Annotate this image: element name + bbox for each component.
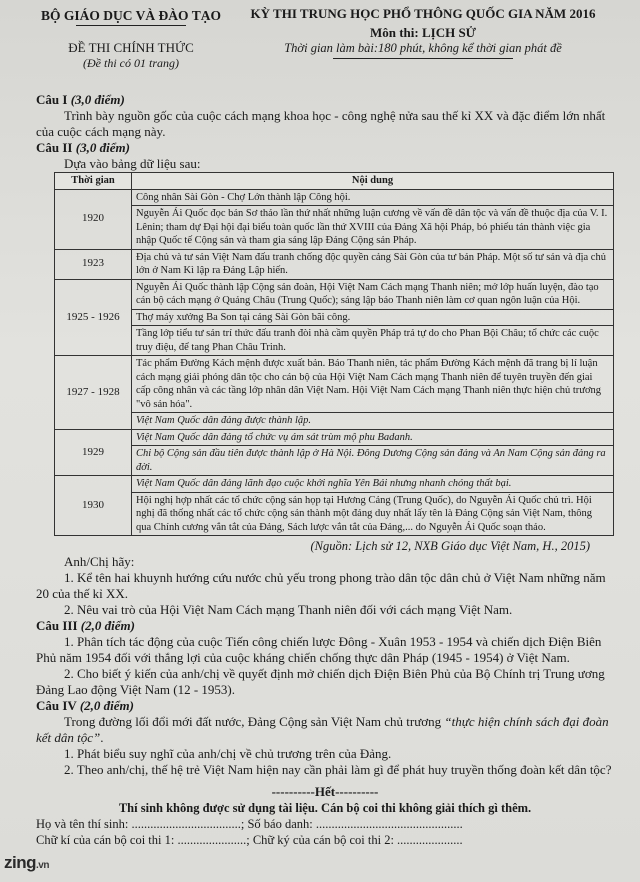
table-row — [55, 326, 614, 356]
content-cell: Tầng lớp tiểu tư sản trí thức đấu tranh đòi nhà cầm quyền Pháp trả tự do cho Phan Bội Châu; tổ chức các cuộc truy điệu, để tang Phan Châu Trinh. — [132, 326, 614, 356]
q2-title: Câu II — [36, 140, 73, 155]
table-row — [55, 309, 614, 326]
content-cell: Địa chủ và tư sản Việt Nam đấu tranh chống độc quyền cảng Sài Gòn của tư bản Pháp. Một số tư sản và địa chủ lớn ở Nam Kì lập ra Đảng Lập hiến. — [132, 249, 614, 279]
q4-title: Câu IV — [36, 698, 77, 713]
q2-ask: Anh/Chị hãy: — [64, 554, 135, 569]
header-left — [36, 8, 226, 71]
table-row — [55, 189, 614, 206]
watermark-suffix: .vn — [36, 860, 49, 871]
q2-task2: 2. Nêu vai trò của Hội Việt Nam Cách mạng Thanh niên đối với cách mạng Việt Nam. — [64, 602, 513, 617]
q3-heading — [36, 618, 614, 634]
q1-heading — [36, 92, 614, 108]
exam-body — [36, 92, 614, 848]
year-cell: 1920 — [55, 189, 132, 249]
data-table — [54, 172, 614, 536]
exam-subject: Môn thi: LỊCH SỬ — [369, 25, 477, 40]
content-cell: Việt Nam Quốc dân đảng tổ chức vụ ám sát trùm mộ phu Badanh. — [132, 429, 614, 446]
exam-note: Thí sinh không được sử dụng tài liệu. Cán bộ coi thi không giải thích gì thêm. — [118, 801, 532, 815]
exam-title: KỲ THI TRUNG HỌC PHỔ THÔNG QUỐC GIA NĂM 2016 — [250, 6, 596, 21]
q4-intro-quote: “thực hiện chính sách đại đoàn kết dân tộc” — [36, 714, 609, 745]
q4-task2: 2. Theo anh/chị, thế hệ trẻ Việt Nam hiện nay cần phải làm gì để phát huy truyền thống đoàn kết dân tộc? — [64, 762, 612, 777]
q4-intro-b: . — [100, 730, 104, 745]
pages-note: (Đề thi có 01 trang) — [83, 56, 179, 70]
q4-task1: 1. Phát biểu suy nghĩ của anh/chị về chủ trương trên của Đảng. — [64, 746, 392, 761]
q3-title: Câu III — [36, 618, 78, 633]
q3-points: (2,0 điểm) — [80, 618, 135, 633]
exam-time: Thời gian làm bài:180 phút, không kể thời gian phát đề — [284, 41, 562, 55]
table-row — [55, 429, 614, 446]
doc-type: ĐỀ THI CHÍNH THỨC — [68, 40, 194, 55]
candidate-line: Họ và tên thí sinh: ...................................; Số báo danh: ............................................... — [36, 817, 463, 831]
header-right — [228, 6, 618, 59]
col-content-header: Nội dung — [132, 173, 614, 190]
q4-heading — [36, 698, 614, 714]
q4-intro — [36, 714, 614, 746]
q2-heading — [36, 140, 614, 156]
content-cell: Nguyễn Ái Quốc thành lập Cộng sản đoàn, Hội Việt Nam Cách mạng Thanh niên; mở lớp huấn luyện, đào tạo cán bộ cách mạng ở Quảng Châu (Trung Quốc); sáng lập báo Thanh niên làm cơ quan ngôn luận của Hội. — [132, 279, 614, 309]
q2-points: (3,0 điểm) — [75, 140, 130, 155]
content-cell: Hội nghị hợp nhất các tổ chức cộng sản họp tại Hương Cảng (Trung Quốc), do Nguyễn Ái Quốc chủ trì. Hội nghị đã thống nhất các tổ chức cộng sản thành một đảng duy nhất lấy tên là Đảng Cộng sản Việt Nam, thông qua Chính cương vắn tắt của Đảng, Sách lược vắn tắt của Đảng,... do Nguyễn Ái Quốc soạn thảo. — [132, 492, 614, 536]
q2-intro: Dựa vào bảng dữ liệu sau: — [64, 156, 201, 171]
q2-task1: 1. Kể tên hai khuynh hướng cứu nước chủ yếu trong phong trào dân tộc dân chủ ở Việt Nam những năm 20 của thế kỉ XX. — [36, 570, 606, 601]
header-right-rule — [333, 58, 513, 59]
q4-points: (2,0 điểm) — [79, 698, 134, 713]
year-cell: 1929 — [55, 429, 132, 476]
q1-points: (3,0 điểm) — [70, 92, 125, 107]
q3-task1: 1. Phân tích tác động của cuộc Tiến công chiến lược Đông - Xuân 1953 - 1954 và chiến dịch Điện Biên Phủ năm 1954 đối với thắng lợi của cuộc kháng chiến chống thực dân Pháp (1945 - 1954) ở Việt Nam. — [36, 634, 602, 665]
header-left-rule — [76, 25, 186, 26]
content-cell: Việt Nam Quốc dân đảng lãnh đạo cuộc khởi nghĩa Yên Bái nhưng nhanh chóng thất bại. — [132, 476, 614, 493]
table-row — [55, 356, 614, 413]
q3-task2: 2. Cho biết ý kiến của anh/chị về quyết định mở chiến dịch Điện Biên Phủ của Bộ Chính trị Trung ương Đảng Lao động Việt Nam (12 - 1953). — [36, 666, 605, 697]
content-cell: Thợ máy xưởng Ba Son tại cảng Sài Gòn bãi công. — [132, 309, 614, 326]
q1-text: Trình bày nguồn gốc của cuộc cách mạng khoa học - công nghệ nửa sau thế kỉ XX và đặc điểm lớn nhất của cuộc cách mạng này. — [36, 108, 606, 139]
table-row — [55, 413, 614, 430]
signature-line: Chữ kí của cán bộ coi thi 1: ......................; Chữ ký của cán bộ coi thi 2: ..................... — [36, 833, 463, 847]
content-cell: Công nhân Sài Gòn - Chợ Lớn thành lập Công hội. — [132, 189, 614, 206]
table-row — [55, 206, 614, 250]
year-cell: 1923 — [55, 249, 132, 279]
year-cell: 1927 - 1928 — [55, 356, 132, 430]
watermark-brand: zing — [4, 853, 36, 872]
table-row — [55, 476, 614, 493]
watermark-logo — [4, 853, 49, 873]
table-row — [55, 249, 614, 279]
col-time-header: Thời gian — [55, 173, 132, 190]
year-cell: 1930 — [55, 476, 132, 536]
end-marker: ----------Hết---------- — [271, 784, 379, 799]
content-cell: Tác phẩm Đường Kách mệnh được xuất bản. Báo Thanh niên, tác phẩm Đường Kách mệnh đã trang bị lí luận cách mạng giải phóng dân tộc cho cán bộ của Hội Việt Nam Cách mạng Thanh niên để tuyên truyền đến giai cấp công nhân và các tầng lớp nhân dân Việt Nam. Hội Việt Nam Cách mạng Thanh niên thực hiện chủ trương "vô sản hóa". — [132, 356, 614, 413]
content-cell: Nguyễn Ái Quốc đọc bản Sơ thảo lần thứ nhất những luận cương về vấn đề dân tộc và vấn đề thuộc địa của V. I. Lênin; tham dự Đại hội đại biểu toàn quốc lần thứ XVIII của Đảng Xã hội Pháp, bỏ phiếu tán thành việc gia nhập Quốc tế Cộng sản và tham gia sáng lập Đảng Cộng sản Pháp. — [132, 206, 614, 250]
table-header-row — [55, 173, 614, 190]
year-cell: 1925 - 1926 — [55, 279, 132, 356]
table-source: (Nguồn: Lịch sử 12, NXB Giáo dục Việt Nam, H., 2015) — [310, 539, 590, 553]
q4-intro-a: Trong đường lối đổi mới đất nước, Đảng Cộng sản Việt Nam chủ trương — [64, 714, 445, 729]
q1-title: Câu I — [36, 92, 68, 107]
content-cell: Việt Nam Quốc dân đảng được thành lập. — [132, 413, 614, 430]
table-row — [55, 492, 614, 536]
content-cell: Chi bộ Cộng sản đầu tiên được thành lập ở Hà Nội. Đông Dương Cộng sản đảng và An Nam Cộng sản đảng ra đời. — [132, 446, 614, 476]
ministry-name: BỘ GIÁO DỤC VÀ ĐÀO TẠO — [41, 8, 221, 23]
table-row — [55, 279, 614, 309]
table-row — [55, 446, 614, 476]
